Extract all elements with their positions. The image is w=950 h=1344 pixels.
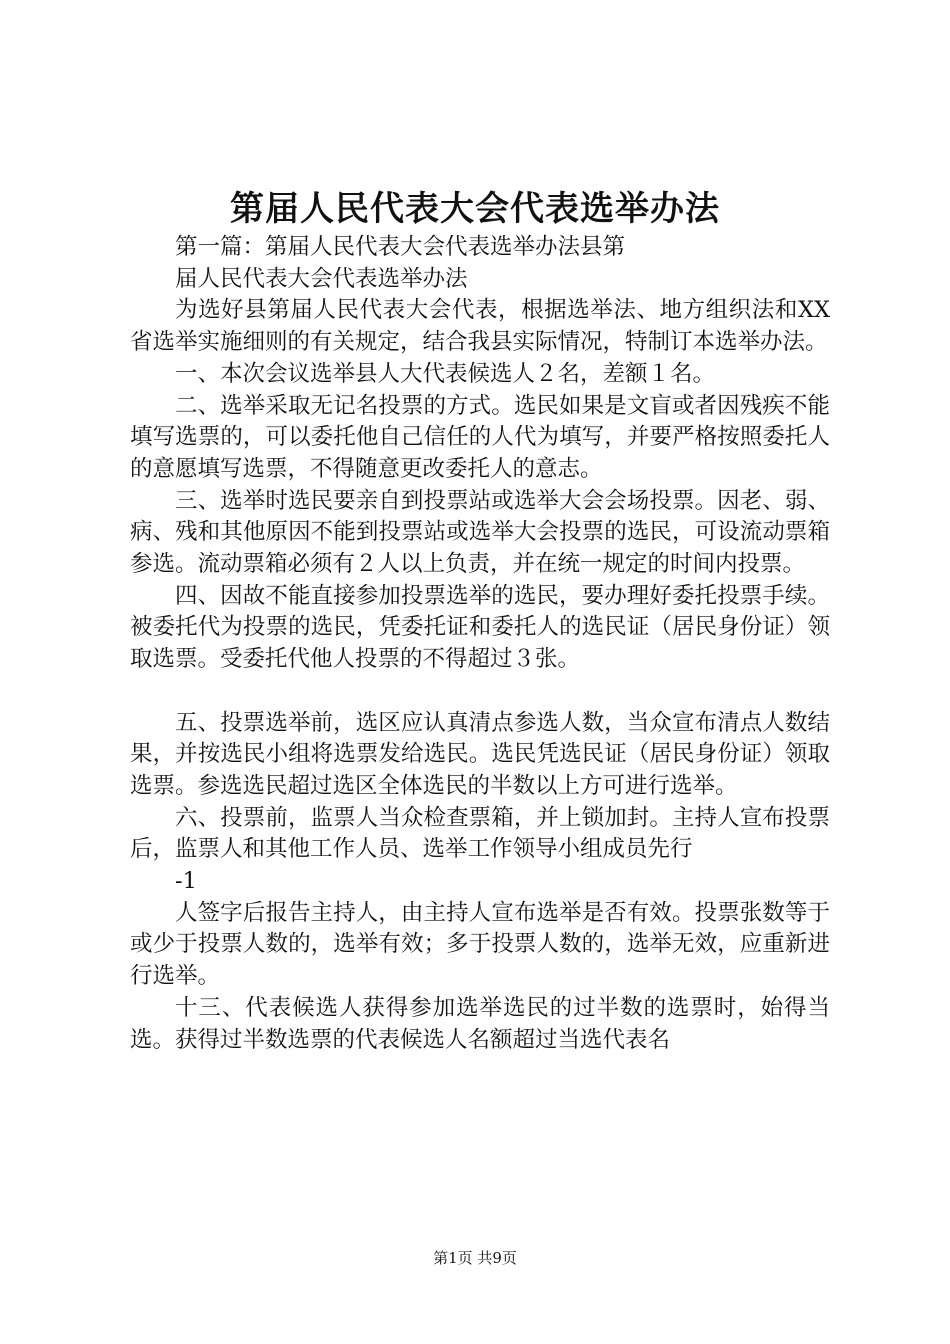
document-body (130, 232, 830, 1056)
page-footer: 第1页 共9页 (433, 1249, 517, 1267)
paragraph-item-4: 四、因故不能直接参加投票选举的选民，要办理好委托投票手续。被委托代为投票的选民，凭委托证和委托人的选民证（居民身份证）领取选票。受委托代他人投票的不得超过３张。 (130, 582, 830, 673)
paragraph-item-2: 二、选举采取无记名投票的方式。选民如果是文盲或者因残疾不能填写选票的，可以委托他自己信任的人代为填写，并要严格按照委托人的意愿填写选票，不得随意更改委托人的意志。 (130, 392, 830, 482)
paragraph-intro: 为选好县第届人民代表大会代表，根据选举法、地方组织法和XX省选举实施细则的有关规定，结合我县实际情况，特制订本选举办法。 (130, 297, 830, 356)
page-break-marker: -1 (175, 868, 197, 895)
paragraph-heading-line-1: 第一篇：第届人民代表大会代表选举办法县第 (175, 234, 626, 260)
paragraph-item-13: 十三、代表候选人获得参加选举选民的过半数的选票时，始得当选。获得过半数选票的代表候选人名额超过当选代表名 (130, 994, 830, 1053)
paragraph-spacer (130, 676, 830, 708)
paragraph-continuation: 人签字后报告主持人，由主持人宣布选举是否有效。投票张数等于或少于投票人数的，选举有效；多于投票人数的，选举无效，应重新进行选举。 (130, 899, 830, 990)
document-title: 第届人民代表大会代表选举办法 (230, 189, 720, 229)
paragraph-item-3: 三、选举时选民要亲自到投票站或选举大会会场投票。因老、弱、病、残和其他原因不能到投票站或选举大会投票的选民，可设流动票箱参选。流动票箱必须有２人以上负责，并在统一规定的时间内投票。 (130, 487, 830, 578)
paragraph-item-5: 五、投票选举前，选区应认真清点参选人数，当众宣布清点人数结果，并按选民小组将选票发给选民。选民凭选民证（居民身份证）领取选票。参选选民超过选区全体选民的半数以上方可进行选举。 (130, 709, 830, 799)
paragraph-heading-line-2: 届人民代表大会代表选举办法 (175, 265, 468, 292)
paragraph-item-6: 六、投票前，监票人当众检查票箱，并上锁加封。主持人宣布投票后，监票人和其他工作人员、选举工作领导小组成员先行 (130, 804, 830, 863)
paragraph-item-1: 一、本次会议选举县人大代表候选人２名，差额１名。 (175, 360, 716, 387)
